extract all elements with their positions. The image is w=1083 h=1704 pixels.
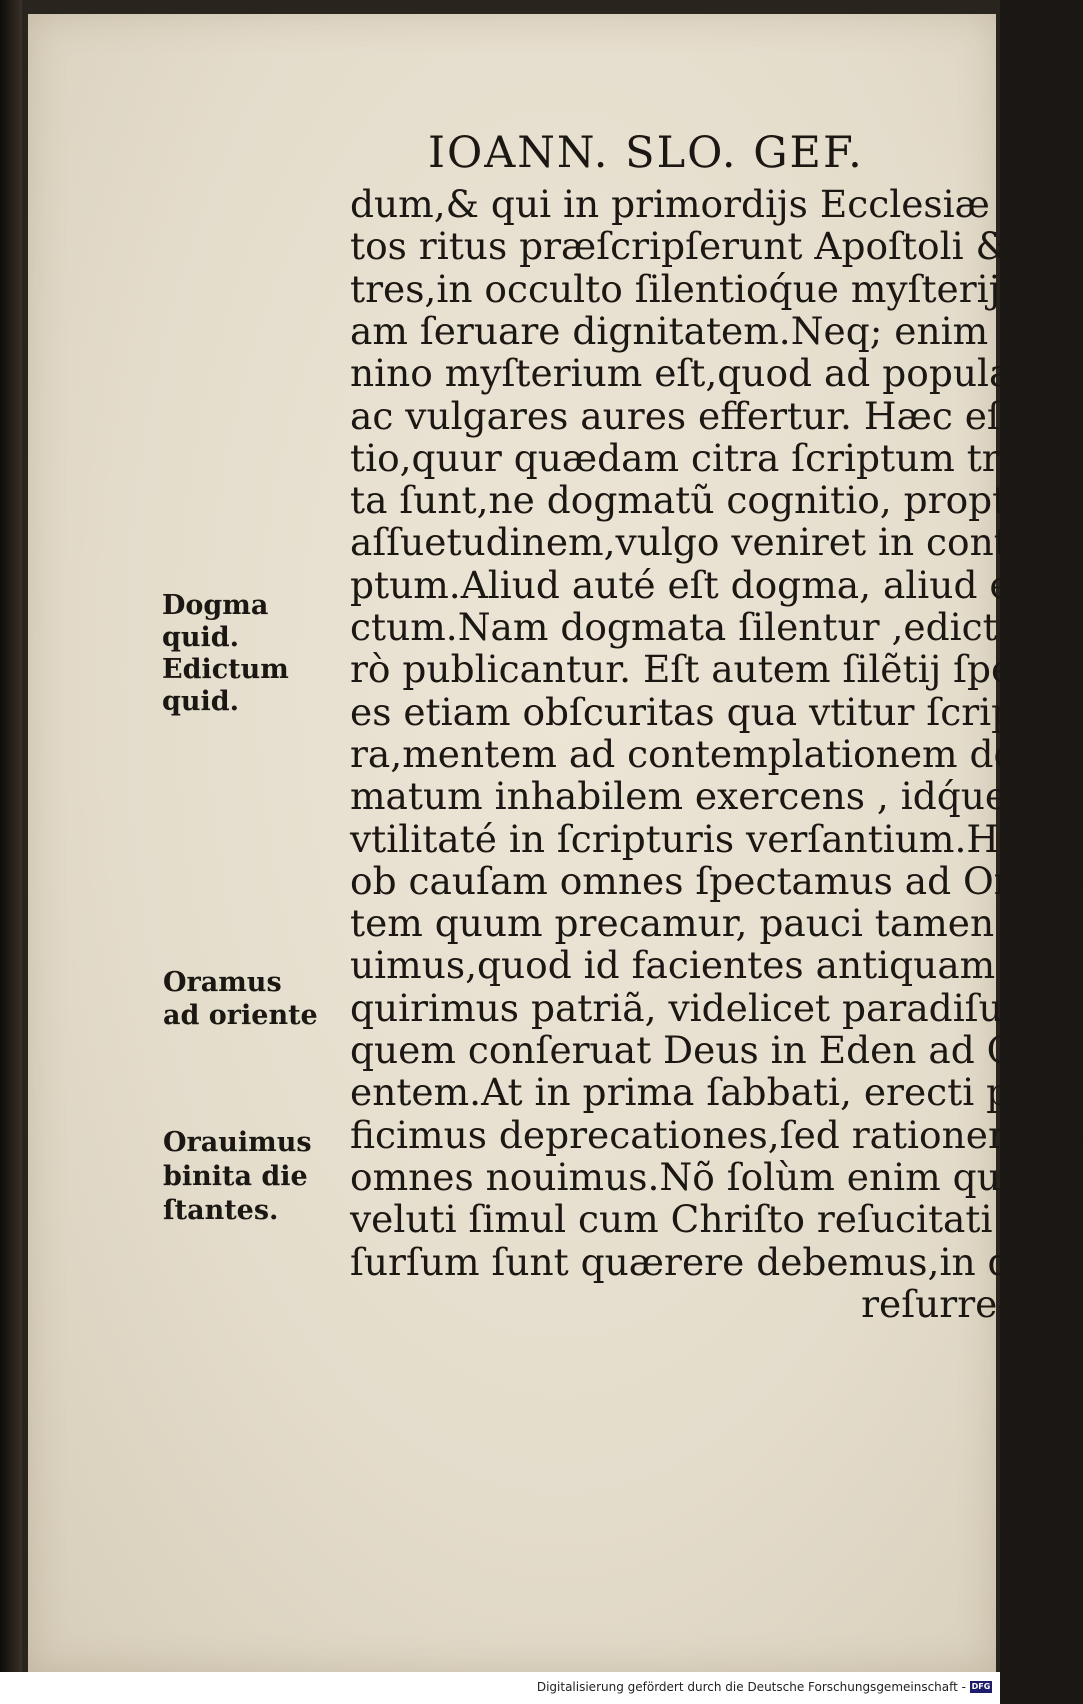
book-spine-shadow [0,0,22,1704]
dfg-logo: DFG [971,1682,991,1691]
text-line: nino myſterium eſt,quod ad populares [350,351,1071,396]
text-line: rò publicantur. Eſt autem ſilẽtij ſpeci [350,647,1047,692]
margin-note-line: Dogma [162,590,269,621]
text-line: tos ritus præſcripſerunt Apoſtoli & pa [350,224,1068,269]
margin-note-line: quid. [162,686,240,717]
margin-note-line: Oramus [163,967,282,998]
text-line: tres,in occulto ſilentioq́ue myſterijs ſu [350,266,1070,311]
text-line: uimus,quod id facientes antiquam re- [350,943,1060,988]
margin-note-oramus [163,966,318,1032]
text-line: entem.At in prima ſabbati, erecti per- [350,1070,1063,1115]
margin-note-line: quid. [162,622,240,653]
text-line: quem conſeruat Deus in Eden ad Ori- [350,1028,1060,1072]
text-line: ra,mentem ad contemplationem dog- [350,731,1053,776]
text-line: ac vulgares aures effertur. Hæc eſt ra- [350,393,1081,438]
text-line: aſſuetudinem,vulgo veniret in conte- [350,520,1044,565]
text-line: veluti ſimul cum Chriſto reſucitati , q̃ [350,1197,1053,1242]
text-line: ficimus deprecationes,ſed rationem nõ [350,1112,1083,1157]
text-line: quirimus patriã, videlicet paradiſum, [350,985,1051,1030]
text-line: vtilitaté in ſcripturis verſantium.Hanc [350,816,1067,861]
footer-credit: Digitalisierung gefördert durch die Deutsche Forschungsgemeinschaft - [536,1680,966,1694]
text-line: am ſeruare dignitatem.Neq; enim om- [350,308,1071,353]
margin-note-line: Orauimus [163,1127,312,1158]
margin-note-line: Edictum [162,654,289,685]
text-line: ſurſum ſunt quærere debemus,in die [350,1239,1046,1284]
text-line: ctum.Nam dogmata ſilentur ,edicta ve [350,605,1076,649]
text-line: ta ſunt,ne dogmatũ cognitio, propter [350,478,1048,523]
text-line: tio,quur quædam citra ſcriptum tradi- [350,435,1071,480]
text-line: ptum.Aliud auté eſt dogma, aliud edi- [350,562,1061,607]
margin-note-dogma [162,590,289,718]
margin-note-line: ſtantes. [163,1195,279,1226]
text-line: omnes nouimus.Nõ ſolùm enim quòd [350,1154,1048,1199]
text-line: matum inhabilem exercens , idq́ue ad [350,774,1066,819]
margin-note-line: binita die [163,1161,308,1192]
book-page [28,14,1083,1672]
text-line: es etiam obſcuritas qua vtitur ſcriptu- [350,689,1068,734]
margin-note-line: ad oriente [163,1000,318,1031]
text-line: tem quum precamur, pauci tamen no- [350,901,1066,946]
margin-note-orauimus [163,1126,312,1228]
text-line: ob cauſam omnes ſpectamus ad Orien- [350,858,1083,903]
text-line: reſurre- [861,1281,1010,1326]
running-head: IOANN. SLO. GEF. [428,128,864,178]
text-line: dum,& qui in primordijs Ecclesiæ cer- [350,182,1076,226]
